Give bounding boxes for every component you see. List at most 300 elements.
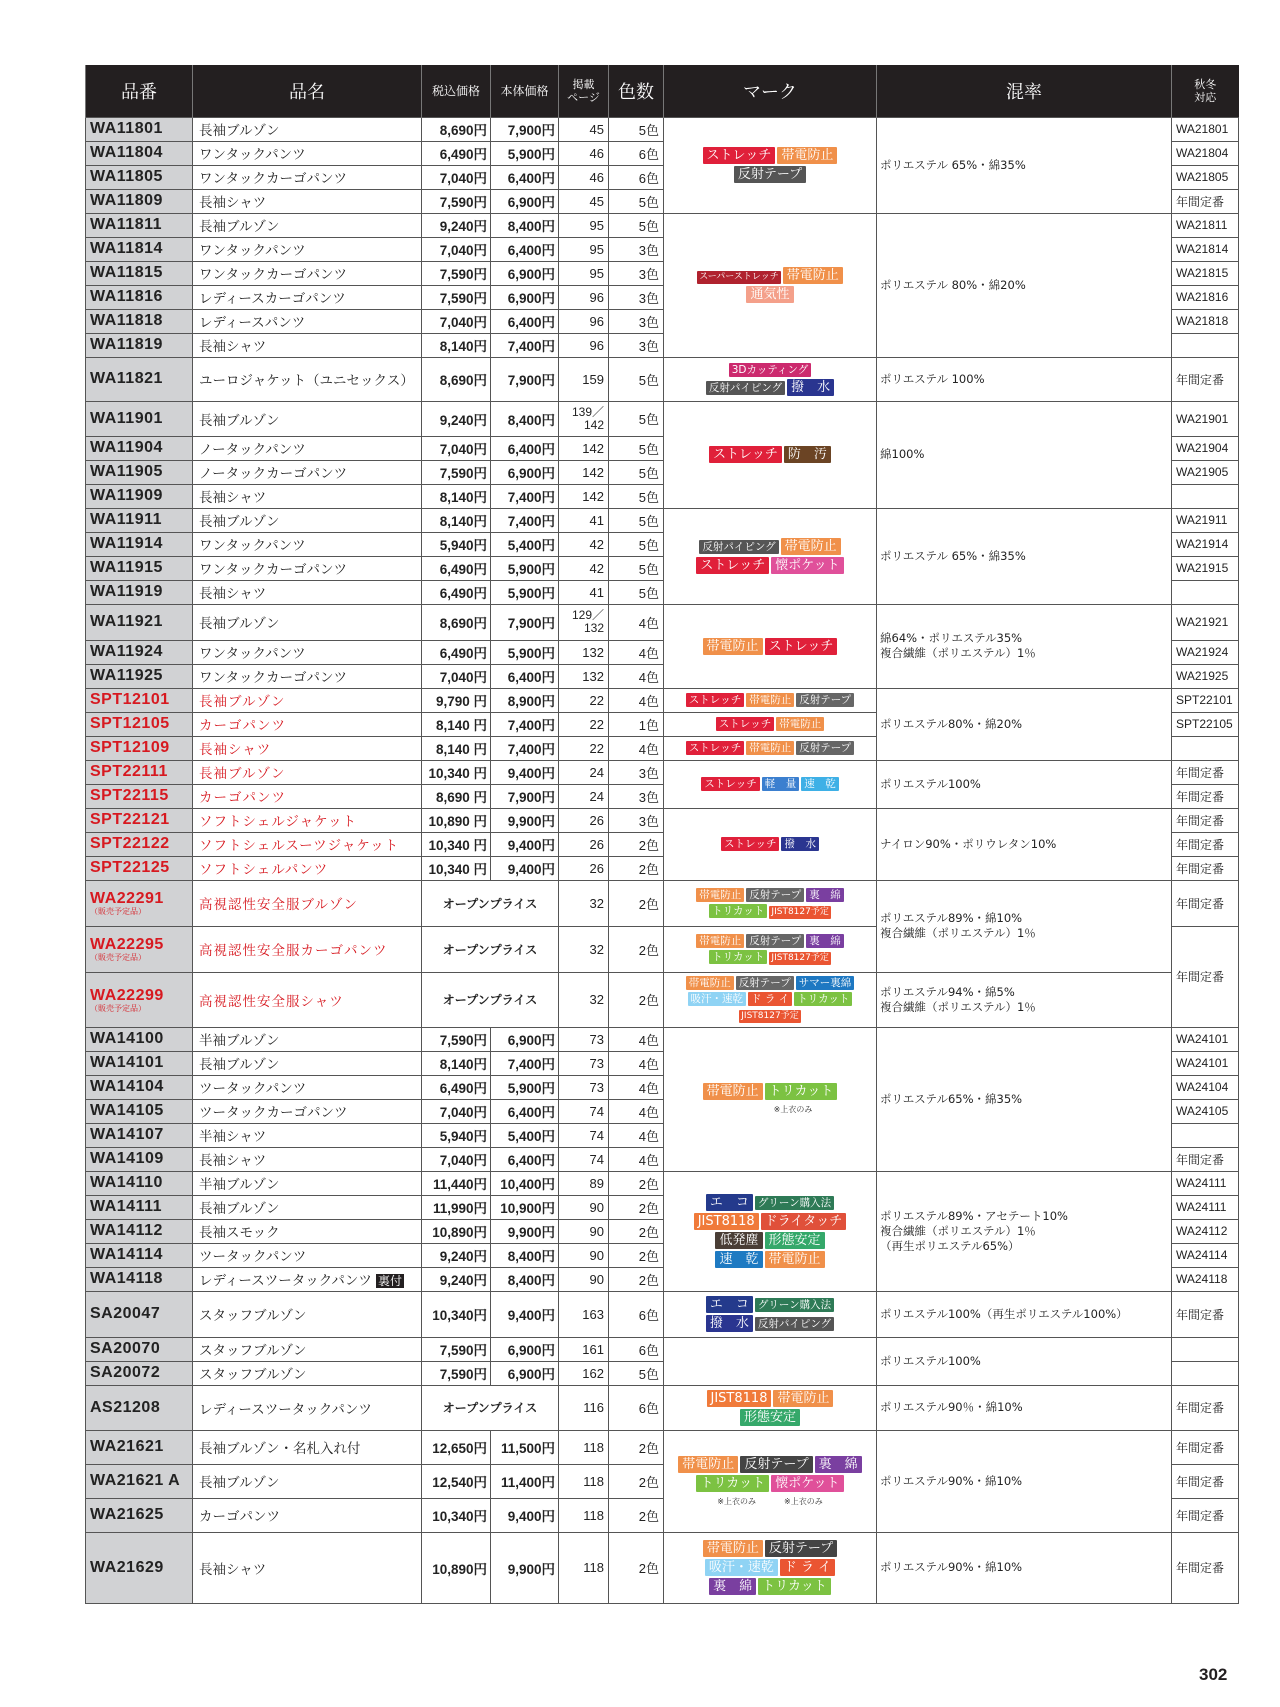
base-price: 9,900円 — [491, 808, 559, 832]
product-code-text: WA14105 — [90, 1102, 164, 1119]
feature-mark-badge: ストレッチ — [716, 717, 774, 731]
mark-note: ※上衣のみ — [773, 1105, 813, 1114]
base-price: 11,400円 — [491, 1464, 559, 1498]
feature-mark-badge: トリカット — [709, 950, 767, 964]
tax-included-price: 8,140円 — [422, 333, 491, 357]
blend-line: ポリエステル89%・アセテート10% — [880, 1208, 1068, 1223]
header-autumn-winter — [1172, 65, 1239, 117]
product-name — [193, 1147, 422, 1171]
mark-cell — [664, 712, 877, 736]
product-code-text: WA22299 — [90, 986, 164, 1004]
autumn-winter-model: 年間定番 — [1172, 189, 1239, 213]
color-count: 4色 — [609, 1051, 664, 1075]
product-code — [86, 1532, 193, 1603]
product-code-text: WA11819 — [90, 336, 163, 353]
product-name-text: 長袖シャツ — [199, 1561, 267, 1578]
blend-text: ポリエステル 65%・綿35% — [880, 157, 1026, 172]
autumn-winter-model: WA24111 — [1172, 1195, 1239, 1219]
blend-cell — [877, 117, 1172, 213]
autumn-winter-model: WA21801 — [1172, 117, 1239, 141]
blend-cell — [877, 1532, 1172, 1603]
tax-included-price: 7,590円 — [422, 261, 491, 285]
base-price: 6,400円 — [491, 237, 559, 261]
product-name-text: レディースツータックパンツ — [199, 1273, 372, 1289]
product-code-text: WA14110 — [90, 1174, 163, 1191]
tax-included-price: 8,690 円 — [422, 784, 491, 808]
product-name — [193, 141, 422, 165]
blend-text: ポリエステル90％・綿10% — [880, 1400, 1023, 1414]
base-price: 7,400円 — [491, 712, 559, 736]
autumn-winter-model: WA21818 — [1172, 309, 1239, 333]
base-price: 7,400円 — [491, 508, 559, 532]
product-code — [86, 712, 193, 736]
tax-included-price: 11,440円 — [422, 1171, 491, 1195]
header-aw-line2: 対応 — [1194, 90, 1217, 104]
product-name-text: ワンタックパンツ — [199, 243, 306, 259]
product-name-text: ノータックパンツ — [199, 442, 306, 458]
open-price: オープンプライス — [422, 972, 559, 1027]
product-name-text: 長袖シャツ — [199, 195, 267, 211]
color-count: 2色 — [609, 926, 664, 972]
color-count: 5色 — [609, 213, 664, 237]
product-code — [86, 508, 193, 532]
product-code — [86, 401, 193, 436]
product-code-note: （販売予定品） — [90, 1003, 146, 1013]
product-name — [193, 784, 422, 808]
table-row — [86, 880, 1239, 926]
mark-line — [665, 266, 875, 285]
catalog-page: 159 — [559, 357, 609, 401]
product-name-text: 高視認性安全服カーゴパンツ — [199, 943, 388, 959]
base-price: 5,900円 — [491, 640, 559, 664]
mark-line — [665, 445, 875, 464]
tax-included-price: 6,490円 — [422, 141, 491, 165]
product-name — [193, 460, 422, 484]
mark-cell — [664, 117, 877, 213]
autumn-winter-model: WA24104 — [1172, 1075, 1239, 1099]
feature-mark-badge: 反射テープ — [736, 976, 794, 990]
product-code — [86, 333, 193, 357]
catalog-page: 22 — [559, 688, 609, 712]
product-name-text: ワンタックカーゴパンツ — [199, 171, 347, 187]
product-name — [193, 1464, 422, 1498]
tax-included-price: 6,490円 — [422, 580, 491, 604]
tax-included-price: 7,040円 — [422, 237, 491, 261]
feature-mark-badge: JIST8127予定 — [771, 906, 829, 917]
base-price: 7,400円 — [491, 1051, 559, 1075]
tax-included-price: 9,790 円 — [422, 688, 491, 712]
product-code-text: AS21208 — [90, 1398, 161, 1416]
product-name — [193, 333, 422, 357]
product-code-text: WA11905 — [90, 463, 163, 480]
color-count: 4色 — [609, 640, 664, 664]
feature-mark-badge: JIST8127予定 — [741, 1011, 799, 1021]
feature-mark-badge: 速 乾 — [715, 1251, 762, 1268]
product-code — [86, 1195, 193, 1219]
base-price: 9,900円 — [491, 1219, 559, 1243]
product-name-text: 半袖ブルゾン — [199, 1033, 280, 1049]
product-name-text: 長袖シャツ — [199, 586, 267, 602]
mark-line — [665, 165, 875, 184]
open-price: オープンプライス — [422, 880, 559, 926]
blend-line: 複合繊維（ポリエステル）1％ — [880, 646, 1036, 660]
product-name-text: 半袖シャツ — [199, 1129, 267, 1145]
tax-included-price: 9,240円 — [422, 1267, 491, 1291]
product-name — [193, 712, 422, 736]
catalog-page: 26 — [559, 808, 609, 832]
product-name-text: ソフトシェルパンツ — [199, 862, 329, 878]
header-tax-price: 税込価格 — [422, 65, 491, 117]
autumn-winter-model: 年間定番 — [1172, 1464, 1239, 1498]
autumn-winter-model: 年間定番 — [1172, 1385, 1239, 1430]
product-code-text: SPT22111 — [90, 763, 168, 780]
tax-included-price: 8,140円 — [422, 1051, 491, 1075]
feature-mark-badge: 通気性 — [746, 286, 793, 303]
product-code-text: WA21629 — [90, 1558, 164, 1576]
feature-mark-badge: 裏 綿 — [806, 888, 844, 902]
table-row — [86, 1385, 1239, 1430]
table-row — [86, 972, 1239, 1027]
blend-text: ポリエステル65%・綿35% — [880, 1091, 1023, 1106]
product-code-text: WA11811 — [90, 216, 162, 233]
product-code-text: WA11915 — [90, 559, 163, 576]
catalog-page: 45 — [559, 117, 609, 141]
product-name-text: 長袖ブルゾン — [199, 1475, 280, 1491]
mark-cell — [664, 688, 877, 712]
color-count: 5色 — [609, 117, 664, 141]
blend-text: ポリエステル80%・綿20% — [880, 716, 1023, 731]
base-price: 7,900円 — [491, 357, 559, 401]
product-code-text: WA14100 — [90, 1030, 164, 1047]
tax-included-price: 12,540円 — [422, 1464, 491, 1498]
base-price: 7,900円 — [491, 784, 559, 808]
blend-text: ナイロン90%・ポリウレタン10% — [880, 836, 1057, 851]
blend-cell — [877, 1171, 1172, 1291]
autumn-winter-model: WA21911 — [1172, 508, 1239, 532]
product-code — [86, 261, 193, 285]
product-name — [193, 1195, 422, 1219]
catalog-page: 96 — [559, 285, 609, 309]
catalog-page: 118 — [559, 1532, 609, 1603]
product-name-text: スタッフブルゾン — [199, 1343, 307, 1359]
autumn-winter-model: WA21905 — [1172, 460, 1239, 484]
product-name-text: カーゴパンツ — [199, 790, 286, 806]
product-name — [193, 580, 422, 604]
blend-cell — [877, 401, 1172, 508]
color-count: 5色 — [609, 460, 664, 484]
tax-included-price: 10,340 円 — [422, 832, 491, 856]
mark-line — [665, 537, 875, 556]
product-code — [86, 640, 193, 664]
autumn-winter-model: 年間定番 — [1172, 832, 1239, 856]
tax-included-price: 10,890円 — [422, 1219, 491, 1243]
catalog-page: 95 — [559, 237, 609, 261]
product-code-text: WA11904 — [90, 439, 163, 456]
color-count: 2色 — [609, 1243, 664, 1267]
base-price: 6,900円 — [491, 1027, 559, 1051]
autumn-winter-model: WA21814 — [1172, 237, 1239, 261]
base-price: 6,900円 — [491, 1337, 559, 1361]
product-code-text: WA11818 — [90, 312, 163, 329]
product-code-text: SPT12101 — [90, 691, 170, 708]
feature-mark-badge: 帯電防止 — [703, 1083, 763, 1100]
catalog-page: 163 — [559, 1291, 609, 1337]
product-code — [86, 808, 193, 832]
tax-included-price: 7,040円 — [422, 1099, 491, 1123]
header-aw-line1: 秋冬 — [1194, 77, 1217, 91]
feature-mark-badge: ドライタッチ — [761, 1213, 847, 1230]
product-code-text: WA11925 — [90, 667, 163, 684]
catalog-page: 118 — [559, 1430, 609, 1464]
product-code — [86, 165, 193, 189]
feature-mark-badge: 反射テープ — [746, 934, 804, 948]
autumn-winter-model: WA21805 — [1172, 165, 1239, 189]
product-code — [86, 436, 193, 460]
color-count: 5色 — [609, 556, 664, 580]
blend-text: ポリエステル90%・綿10% — [880, 1560, 1023, 1574]
feature-mark-badge: 裏 綿 — [806, 934, 844, 948]
base-price: 6,900円 — [491, 261, 559, 285]
product-code-text: WA21625 — [90, 1506, 164, 1523]
mark-line — [665, 637, 875, 656]
feature-mark-badge: グリーン購入法 — [755, 1298, 834, 1312]
product-code — [86, 688, 193, 712]
base-price: 6,400円 — [491, 664, 559, 688]
catalog-page: 32 — [559, 972, 609, 1027]
product-name — [193, 926, 422, 972]
product-name — [193, 1498, 422, 1532]
mark-line — [665, 991, 875, 1007]
feature-mark-badge: JIST8118 — [694, 1213, 759, 1230]
autumn-winter-model: 年間定番 — [1172, 1147, 1239, 1171]
product-name — [193, 856, 422, 880]
base-price: 6,400円 — [491, 309, 559, 333]
autumn-winter-model: WA21901 — [1172, 401, 1239, 436]
color-count: 2色 — [609, 1219, 664, 1243]
product-name — [193, 556, 422, 580]
table-row — [86, 357, 1239, 401]
product-code-text: SPT22125 — [90, 859, 170, 876]
feature-mark-badge: 反射テープ — [796, 693, 854, 707]
color-count: 5色 — [609, 1361, 664, 1385]
mark-line — [665, 1314, 875, 1333]
product-name-text: ワンタックカーゴパンツ — [199, 562, 347, 578]
mark-cell — [664, 880, 877, 926]
feature-mark-badge: 形態安定 — [765, 1232, 825, 1249]
product-name — [193, 1291, 422, 1337]
product-name — [193, 401, 422, 436]
feature-mark-badge: スーパーストレッチ — [699, 272, 779, 282]
base-price: 5,900円 — [491, 580, 559, 604]
color-count: 6色 — [609, 165, 664, 189]
color-count: 5色 — [609, 580, 664, 604]
mark-cell — [664, 1027, 877, 1171]
blend-line: 複合繊維（ポリエステル）1％ — [880, 926, 1036, 940]
mark-line — [665, 903, 875, 920]
color-count: 5色 — [609, 357, 664, 401]
color-count: 4色 — [609, 688, 664, 712]
base-price: 9,400円 — [491, 760, 559, 784]
tax-included-price: 7,040円 — [422, 664, 491, 688]
feature-mark-badge: トリカット — [758, 1578, 831, 1595]
tax-included-price: 10,890円 — [422, 1532, 491, 1603]
catalog-page: 45 — [559, 189, 609, 213]
color-count: 2色 — [609, 1171, 664, 1195]
mark-line — [665, 556, 875, 575]
product-name-text: 高視認性安全服シャツ — [199, 993, 344, 1010]
tax-included-price: 7,040円 — [422, 1147, 491, 1171]
color-count: 5色 — [609, 484, 664, 508]
mark-line — [665, 1212, 875, 1231]
product-code-text: WA11919 — [90, 583, 163, 600]
tax-included-price: 8,690円 — [422, 357, 491, 401]
mark-cell — [664, 760, 877, 808]
feature-mark-badge: JIST8118 — [707, 1390, 772, 1407]
product-name — [193, 165, 422, 189]
mark-cell — [664, 604, 877, 688]
base-price: 6,900円 — [491, 460, 559, 484]
product-name — [193, 1361, 422, 1385]
blend-text: ポリエステル 100% — [880, 371, 985, 386]
open-price: オープンプライス — [422, 1385, 559, 1430]
autumn-winter-model — [1172, 1361, 1239, 1385]
base-price: 8,400円 — [491, 213, 559, 237]
product-code-text: WA22295 — [90, 936, 164, 953]
base-price: 8,400円 — [491, 401, 559, 436]
product-code-text: SPT22121 — [90, 811, 170, 828]
tax-included-price: 8,140 円 — [422, 712, 491, 736]
blend-line: （再生ポリエステル65%） — [880, 1238, 1020, 1253]
mark-line — [665, 1082, 875, 1101]
product-code — [86, 189, 193, 213]
product-code — [86, 1123, 193, 1147]
product-name-text: 長袖ブルゾン — [199, 1057, 280, 1073]
product-name — [193, 640, 422, 664]
feature-mark-badge: 帯電防止 — [783, 267, 843, 284]
product-code-text: WA11801 — [90, 120, 163, 137]
feature-mark-badge: 撥 水 — [706, 1315, 753, 1332]
mark-line — [665, 933, 875, 949]
blend-cell — [877, 508, 1172, 604]
product-code — [86, 460, 193, 484]
catalog-page-first: 129／ — [571, 608, 604, 622]
color-count: 2色 — [609, 1498, 664, 1532]
product-code-text: WA22291 — [90, 890, 164, 907]
autumn-winter-model: WA24111 — [1172, 1171, 1239, 1195]
autumn-winter-model: WA21921 — [1172, 604, 1239, 640]
feature-mark-badge: 反射テープ — [734, 166, 806, 183]
blend-cell — [877, 213, 1172, 357]
base-price: 10,400円 — [491, 1171, 559, 1195]
color-count: 3色 — [609, 784, 664, 808]
product-name — [193, 1532, 422, 1603]
header-page — [559, 65, 609, 117]
autumn-winter-model: WA21904 — [1172, 436, 1239, 460]
tax-included-price: 10,340 円 — [422, 856, 491, 880]
product-name — [193, 436, 422, 460]
mark-cell — [664, 213, 877, 357]
autumn-winter-model: WA24105 — [1172, 1099, 1239, 1123]
feature-mark-badge: 帯電防止 — [678, 1456, 738, 1473]
feature-mark-badge: 懐ポケット — [771, 1475, 843, 1492]
product-name-text: レディースツータックパンツ — [199, 1401, 372, 1418]
product-name — [193, 1337, 422, 1361]
catalog-page: 161 — [559, 1337, 609, 1361]
product-name-text: 長袖ブルゾン — [199, 219, 280, 235]
product-code — [86, 213, 193, 237]
page-number: 302 — [1199, 1665, 1228, 1684]
blend-cell — [877, 1385, 1172, 1430]
product-name-text: ソフトシェルスーツジャケット — [199, 838, 400, 854]
autumn-winter-model — [1172, 1337, 1239, 1361]
base-price: 7,900円 — [491, 117, 559, 141]
blend-cell — [877, 760, 1172, 808]
mark-line — [665, 949, 875, 966]
catalog-page: 132 — [559, 640, 609, 664]
tax-included-price: 5,940円 — [422, 532, 491, 556]
tax-included-price: 6,490円 — [422, 1075, 491, 1099]
mark-line — [665, 740, 875, 756]
catalog-page: 46 — [559, 165, 609, 189]
base-price: 8,400円 — [491, 1243, 559, 1267]
blend-cell — [877, 1291, 1172, 1337]
mark-cell — [664, 508, 877, 604]
product-code — [86, 309, 193, 333]
mark-cell — [664, 972, 877, 1027]
product-name — [193, 1123, 422, 1147]
autumn-winter-model — [1172, 580, 1239, 604]
color-count: 4色 — [609, 1099, 664, 1123]
product-name — [193, 1219, 422, 1243]
feature-mark-badge: トリカット — [794, 992, 852, 1006]
catalog-page: 26 — [559, 832, 609, 856]
blend-line: ポリエステル94%・綿5% — [880, 984, 1015, 999]
blend-cell — [877, 1430, 1172, 1532]
table-row — [86, 688, 1239, 712]
feature-mark-badge: 帯電防止 — [746, 693, 794, 707]
product-name — [193, 1051, 422, 1075]
product-code — [86, 556, 193, 580]
product-code — [86, 117, 193, 141]
mark-line — [665, 362, 875, 378]
catalog-page: 90 — [559, 1243, 609, 1267]
autumn-winter-model: SPT22101 — [1172, 688, 1239, 712]
feature-mark-badge: 帯電防止 — [776, 717, 824, 731]
catalog-page: 41 — [559, 508, 609, 532]
autumn-winter-model: WA21816 — [1172, 285, 1239, 309]
product-name — [193, 1430, 422, 1464]
feature-mark-badge: ストレッチ — [696, 557, 769, 574]
color-count: 3色 — [609, 285, 664, 309]
base-price: 8,900円 — [491, 688, 559, 712]
product-name-text: ソフトシェルジャケット — [199, 814, 357, 830]
mark-cell — [664, 1385, 877, 1430]
feature-mark-badge: ストレッチ — [703, 147, 776, 164]
mark-line — [665, 285, 875, 304]
product-name-text: ツータックカーゴパンツ — [199, 1105, 348, 1121]
blend-text: ポリエステル100% — [880, 776, 981, 791]
catalog-page: 90 — [559, 1219, 609, 1243]
autumn-winter-model: 年間定番 — [1172, 1291, 1239, 1337]
product-code-text: SA20070 — [90, 1340, 161, 1357]
product-code-text: WA14109 — [90, 1150, 164, 1167]
color-count: 4色 — [609, 1027, 664, 1051]
catalog-page: 24 — [559, 760, 609, 784]
tax-included-price: 6,490円 — [422, 640, 491, 664]
mark-cell — [664, 736, 877, 760]
color-count: 3色 — [609, 760, 664, 784]
product-code — [86, 1498, 193, 1532]
